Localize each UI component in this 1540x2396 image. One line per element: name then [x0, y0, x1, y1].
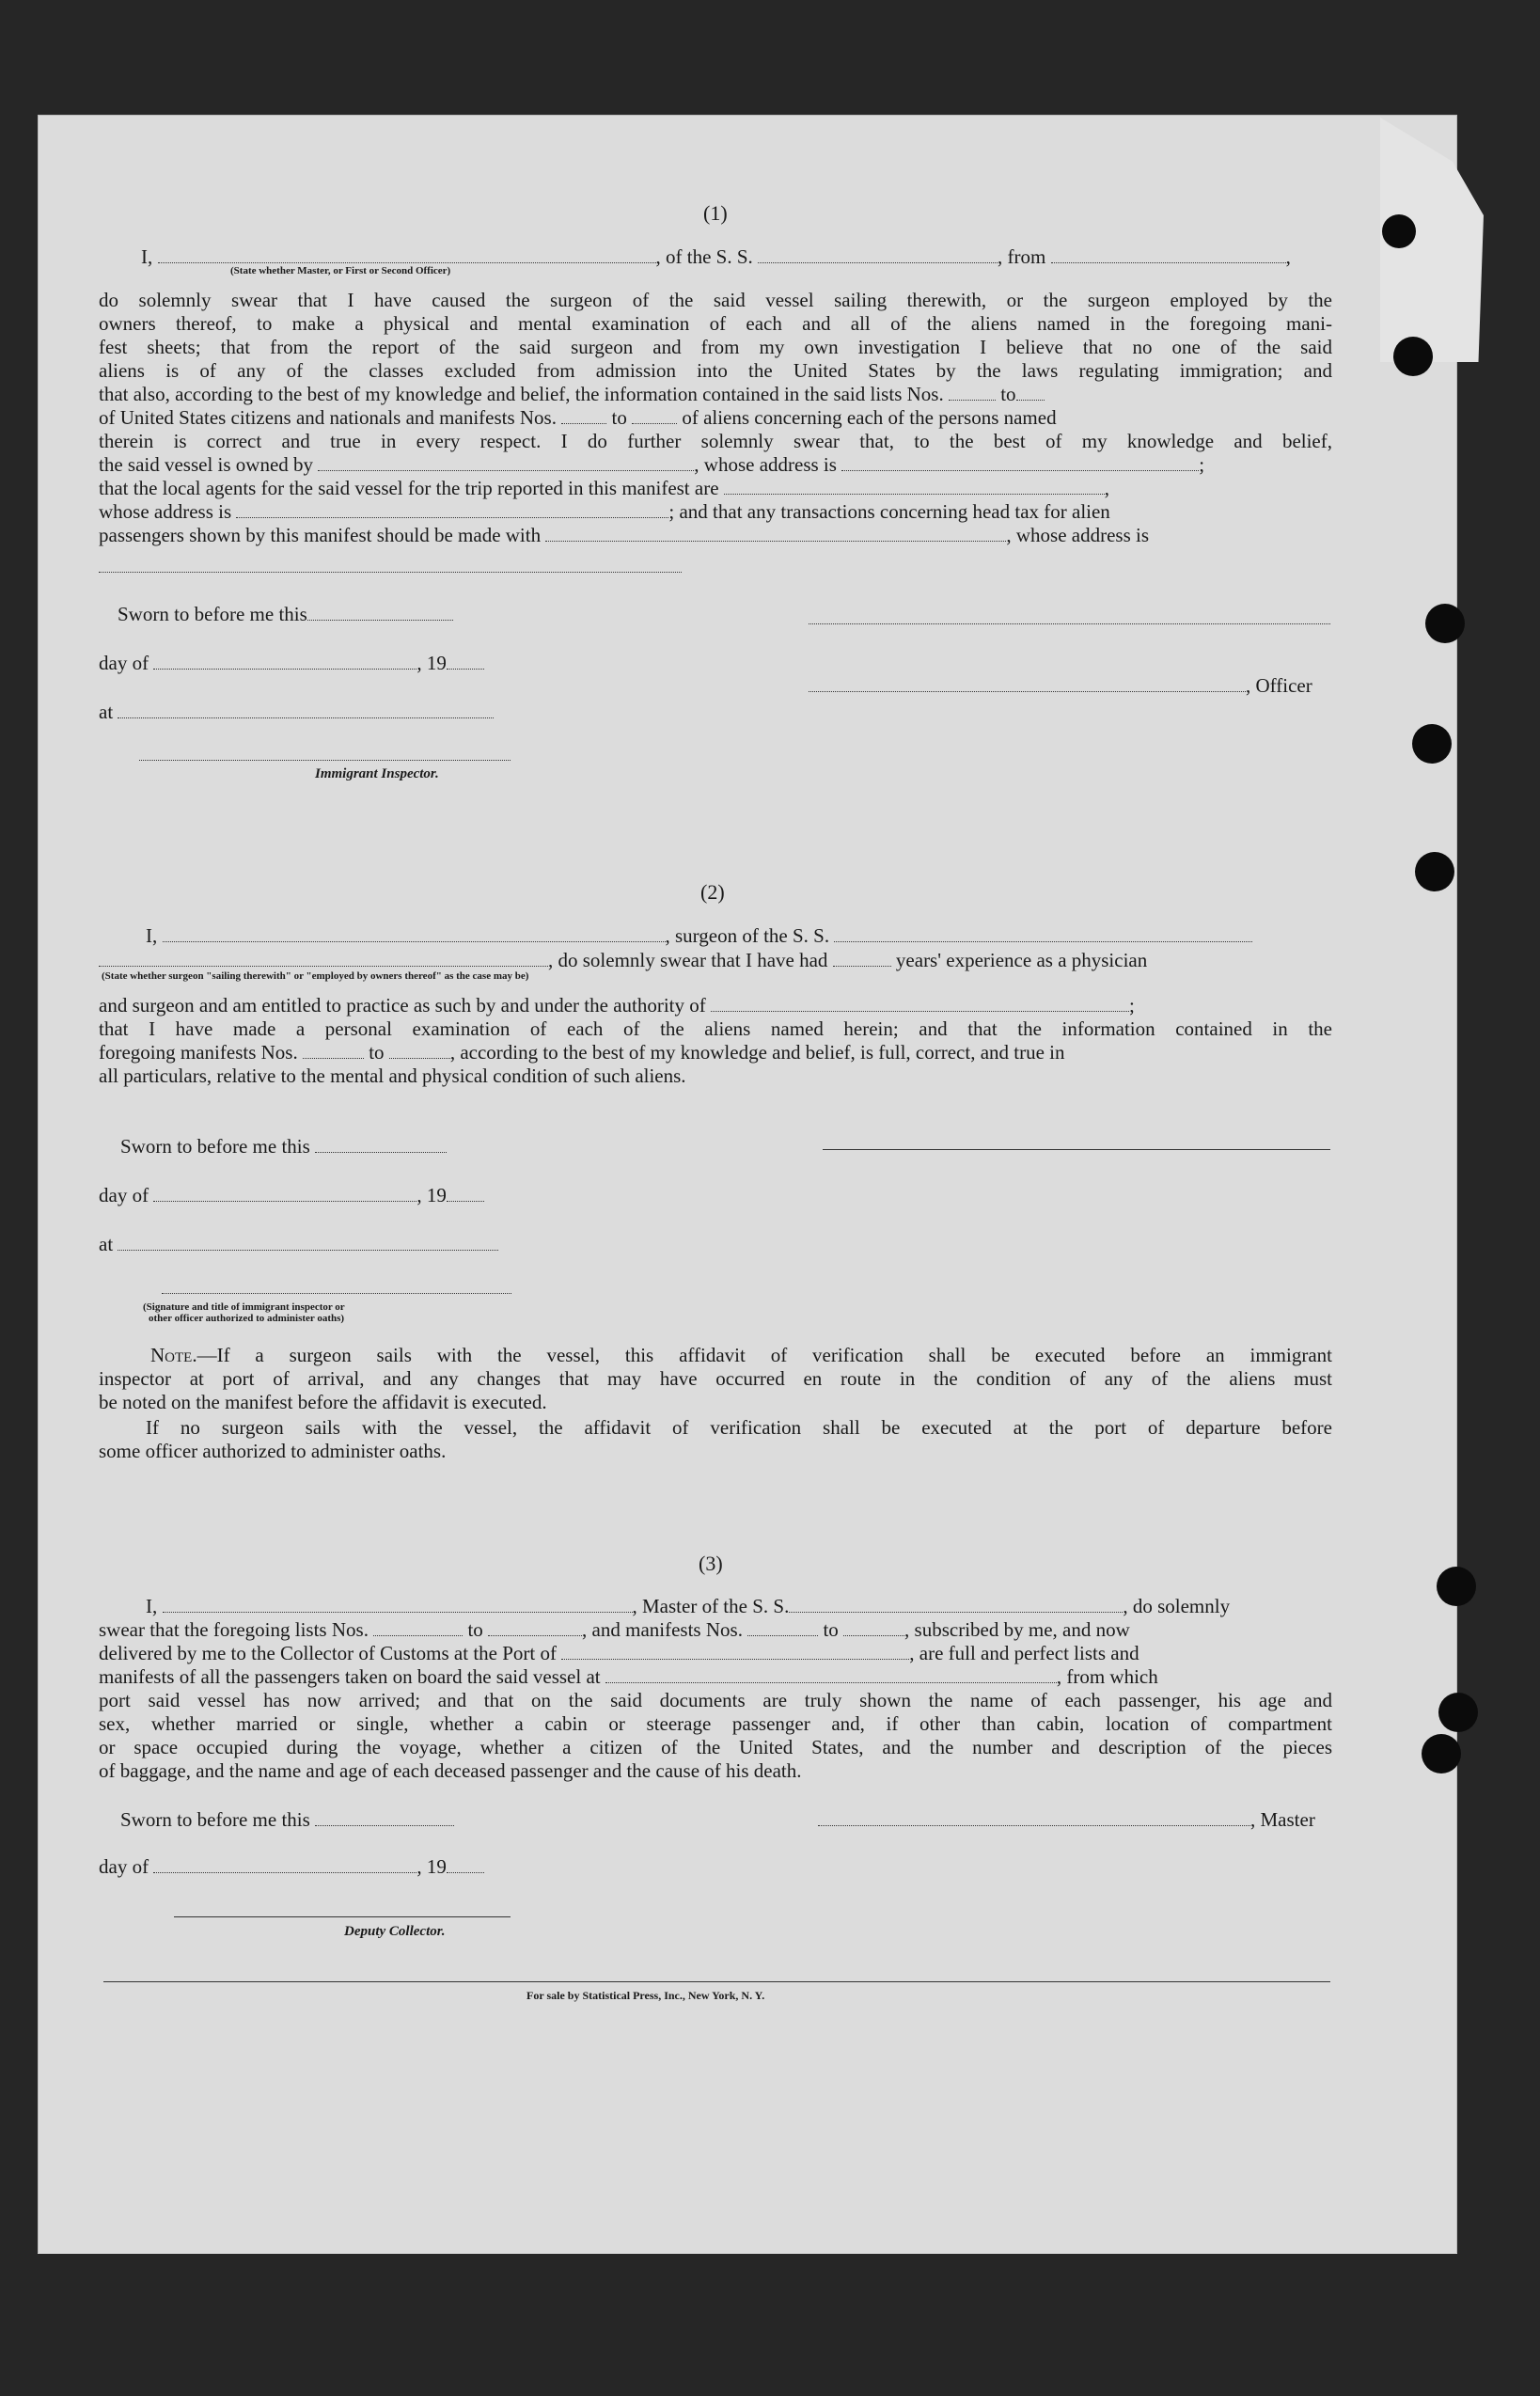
- from-port-field[interactable]: [1051, 245, 1286, 263]
- s1-para: therein is correct and true in every respect. I do further solemnly swear that, to the best of my knowledge and belief,: [99, 430, 1332, 452]
- s1-line1: I, , of the S. S. , from ,: [141, 245, 1291, 268]
- embark-port-field[interactable]: [605, 1665, 1057, 1683]
- officer-line: , Officer: [809, 673, 1312, 698]
- s3-para: port said vessel has now arrived; and that on the said documents are truly shown the name of each passenger, his age and: [99, 1689, 1332, 1711]
- s2-at: at: [99, 1232, 498, 1256]
- s1-dayof: day of , 19: [99, 651, 484, 675]
- s2-para: all particulars, relative to the mental and physical condition of such aliens.: [99, 1064, 686, 1087]
- s3-para: swear that the foregoing lists Nos. to , and manifests Nos. to , subscribed by me, and now: [99, 1618, 1130, 1641]
- punch-hole: [1438, 1693, 1478, 1732]
- s2-year-field[interactable]: [447, 1184, 484, 1202]
- punch-hole: [1382, 214, 1416, 248]
- section-number: (3): [699, 1552, 723, 1575]
- punch-hole: [1437, 1567, 1476, 1606]
- s3-year-field[interactable]: [447, 1855, 484, 1873]
- rank-field[interactable]: [158, 245, 656, 263]
- s1-para: aliens is of any of the classes excluded from admission into the United States by the laws regulating immigration; and: [99, 359, 1332, 382]
- year-field[interactable]: [447, 652, 484, 670]
- s2-manifests-from-field[interactable]: [303, 1041, 364, 1059]
- s3-month-field[interactable]: [153, 1855, 416, 1873]
- surgeon-vessel-field[interactable]: [834, 924, 1252, 942]
- s3-manifests-from-field[interactable]: [747, 1618, 818, 1636]
- sworn-date-field[interactable]: [307, 603, 453, 621]
- s3-sworn: Sworn to before me this: [120, 1807, 454, 1832]
- s3-para: delivered by me to the Collector of Customs at the Port of , are full and perfect lists and: [99, 1642, 1139, 1664]
- s1-para: do solemnly swear that I have caused the surgeon of the said vessel sailing therewith, or the surgeon employed by the: [99, 289, 1332, 311]
- head-tax-field[interactable]: [545, 524, 1006, 542]
- printer-credit: For sale by Statistical Press, Inc., New York, N. Y.: [526, 1989, 765, 2002]
- s3-manifests-to-field[interactable]: [843, 1618, 904, 1636]
- month-field[interactable]: [153, 652, 416, 670]
- authority-field[interactable]: [711, 994, 1129, 1012]
- manifests-from-field[interactable]: [561, 406, 606, 424]
- lists-from-field[interactable]: [949, 383, 996, 401]
- s1-para: of United States citizens and nationals and manifests Nos. to of aliens concerning each of the persons named: [99, 406, 1057, 429]
- collector-label: Deputy Collector.: [344, 1924, 446, 1939]
- owner-field[interactable]: [318, 453, 694, 471]
- s3-para: of baggage, and the name and age of each deceased passenger and the cause of his death.: [99, 1759, 802, 1782]
- s1-para: the said vessel is owned by , whose address is ;: [99, 453, 1205, 476]
- s2-para: foregoing manifests Nos. to , according to the best of my knowledge and belief, is full, correct, and true in: [99, 1041, 1065, 1064]
- note-para: Note.—If a surgeon sails with the vessel, this affidavit of verification shall be executed before an immigrant: [150, 1344, 1332, 1366]
- note-para: inspector at port of arrival, and any changes that may have occurred en route in the condition of any of the aliens must: [99, 1367, 1332, 1390]
- s2-place-field[interactable]: [118, 1233, 498, 1251]
- s1-para: that also, according to the best of my knowledge and belief, the information contained in the said lists Nos. to: [99, 382, 1045, 406]
- agents-address-field[interactable]: [236, 500, 668, 518]
- s2-sworn: Sworn to before me this: [120, 1134, 447, 1159]
- collector-signature-line: [174, 1916, 511, 1917]
- surgeon-signature-line: [823, 1149, 1330, 1150]
- master-name-field[interactable]: [163, 1595, 633, 1613]
- owner-address-field[interactable]: [841, 453, 1199, 471]
- master-signature-field[interactable]: [818, 1808, 1250, 1826]
- s3-para: manifests of all the passengers taken on board the said vessel at , from which: [99, 1665, 1158, 1688]
- section-number: (1): [703, 201, 728, 225]
- s2-signature-hint: (Signature and title of immigrant inspector or: [143, 1301, 345, 1313]
- officer-signature-line-1: [809, 623, 1330, 624]
- section-number: (2): [700, 880, 725, 904]
- inspector-signature-line: [139, 760, 511, 761]
- master-line: , Master: [818, 1807, 1315, 1832]
- note-para: If no surgeon sails with the vessel, the affidavit of verification shall be executed at the port of departure before: [146, 1416, 1332, 1439]
- punch-hole: [1415, 852, 1454, 891]
- s1-at: at: [99, 700, 494, 724]
- s3-sworn-date-field[interactable]: [315, 1808, 454, 1826]
- s2-line2: , do solemnly swear that I have had years' experience as a physician: [99, 948, 1147, 972]
- manifests-to-field[interactable]: [632, 406, 677, 424]
- s2-para: that I have made a personal examination of each of the aliens named herein; and that the information contained in the: [99, 1017, 1332, 1040]
- s3-para: sex, whether married or single, whether a cabin or steerage passenger and, if other than cabin, location of compartment: [99, 1712, 1332, 1735]
- s3-dayof: day of , 19: [99, 1854, 484, 1879]
- s3-line1: I, , Master of the S. S. , do solemnly: [146, 1595, 1231, 1617]
- s2-inspector-signature-line: [162, 1293, 511, 1294]
- s2-month-field[interactable]: [153, 1184, 416, 1202]
- s3-lists-from-field[interactable]: [373, 1618, 463, 1636]
- s1-para: owners thereof, to make a physical and mental examination of each and all of the aliens named in the foregoing mani-: [99, 312, 1332, 335]
- s2-signature-hint: other officer authorized to administer oaths): [149, 1313, 345, 1324]
- s1-para: that the local agents for the said vessel for the trip reported in this manifest are ,: [99, 477, 1110, 499]
- lists-to-field[interactable]: [1016, 383, 1045, 401]
- years-field[interactable]: [833, 949, 891, 967]
- punch-hole: [1425, 604, 1465, 643]
- s2-para: and surgeon and am entitled to practice as such by and under the authority of ;: [99, 994, 1135, 1017]
- s1-para: fest sheets; that from the report of the said surgeon and from my own investigation I believe that no one of the said: [99, 336, 1332, 358]
- s3-lists-to-field[interactable]: [488, 1618, 582, 1636]
- address-continuation-line: [99, 572, 682, 573]
- s1-para: whose address is ; and that any transactions concerning head tax for alien: [99, 500, 1110, 523]
- surgeon-status-field[interactable]: [99, 949, 548, 967]
- surgeon-name-field[interactable]: [163, 924, 666, 942]
- punch-hole: [1412, 724, 1452, 764]
- punch-hole: [1393, 337, 1433, 376]
- inspector-label: Immigrant Inspector.: [315, 766, 439, 781]
- officer-signature-field[interactable]: [809, 674, 1246, 692]
- s3-vessel-field[interactable]: [789, 1595, 1123, 1613]
- note-para: be noted on the manifest before the affidavit is executed.: [99, 1391, 547, 1413]
- rank-hint: (State whether Master, or First or Second Officer): [230, 265, 451, 276]
- note-para: some officer authorized to administer oaths.: [99, 1440, 447, 1462]
- agents-field[interactable]: [724, 477, 1105, 495]
- punch-hole: [1422, 1734, 1461, 1773]
- port-field[interactable]: [561, 1642, 909, 1660]
- footer-rule: [103, 1981, 1330, 1982]
- s1-para: passengers shown by this manifest should be made with , whose address is: [99, 524, 1150, 546]
- s2-manifests-to-field[interactable]: [389, 1041, 450, 1059]
- s2-dayof: day of , 19: [99, 1183, 484, 1207]
- surgeon-status-hint: (State whether surgeon "sailing therewith" or "employed by owners thereof" as the case may be): [102, 970, 529, 982]
- s2-line1: I, , surgeon of the S. S.: [146, 923, 1252, 948]
- s3-para: or space occupied during the voyage, whether a citizen of the United States, and the number and description of the pieces: [99, 1736, 1332, 1758]
- s2-sworn-date-field[interactable]: [315, 1135, 447, 1153]
- place-field[interactable]: [118, 701, 494, 718]
- s1-sworn: Sworn to before me this: [118, 602, 453, 626]
- vessel-field[interactable]: [758, 245, 998, 263]
